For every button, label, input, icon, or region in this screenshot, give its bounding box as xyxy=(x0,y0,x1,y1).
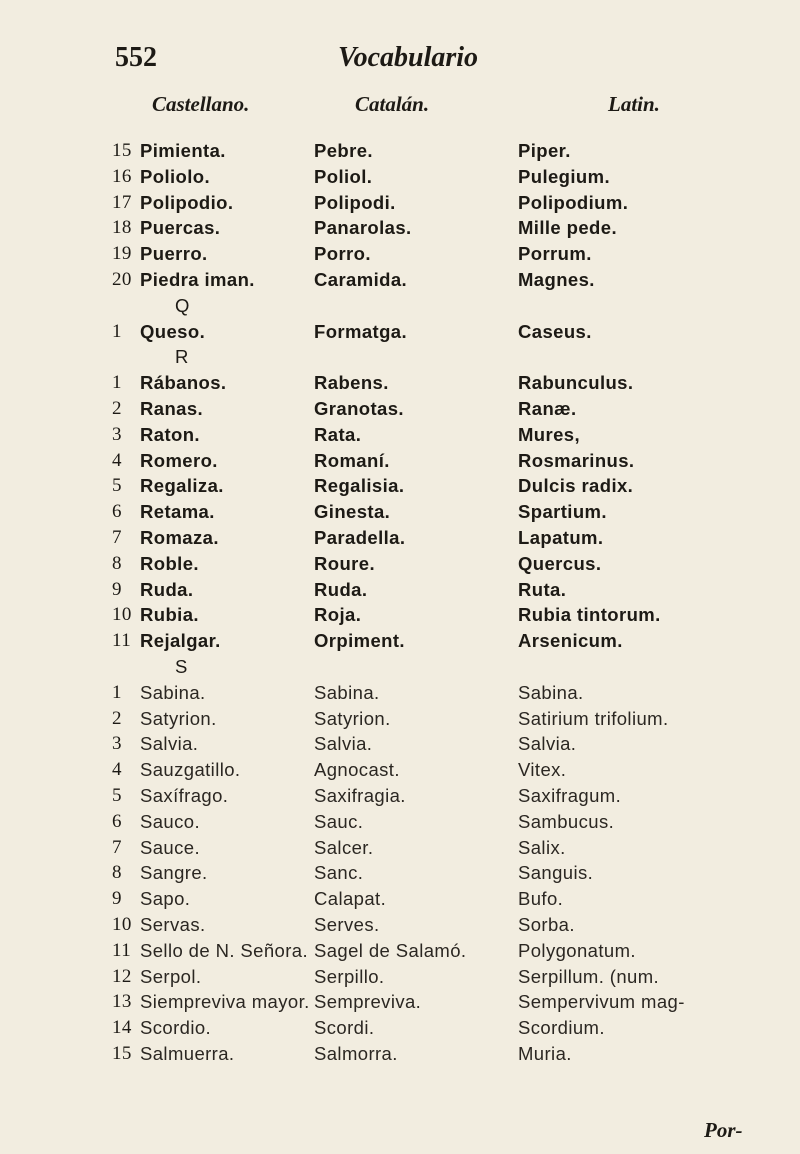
latin-term: Lapatum. xyxy=(518,526,604,548)
catalan-term: Sagel de Salamó. xyxy=(314,939,467,961)
latin-term: Polipodium. xyxy=(518,191,629,213)
castellano-term: Satyrion. xyxy=(140,707,217,729)
latin-term: Rabunculus. xyxy=(518,372,634,394)
catalan-term: Scordi. xyxy=(314,1017,375,1039)
entry-number: 4 xyxy=(112,759,122,781)
catalan-term: Sabina. xyxy=(314,681,380,703)
table-row xyxy=(0,757,800,783)
entry-number: 8 xyxy=(112,862,122,884)
latin-term: Mille pede. xyxy=(518,217,617,239)
entry-number: 3 xyxy=(112,733,122,755)
page-number: 552 xyxy=(115,42,157,73)
entry-number: 6 xyxy=(112,501,122,523)
vocabulary-table xyxy=(0,138,800,1067)
catalan-term: Salvia. xyxy=(314,733,373,755)
latin-term: Caseus. xyxy=(518,320,592,342)
table-row xyxy=(0,370,800,396)
table-row xyxy=(0,215,800,241)
section-letter xyxy=(0,293,800,319)
table-row xyxy=(0,964,800,990)
section-letter xyxy=(0,654,800,680)
castellano-term: Pimienta. xyxy=(140,140,226,161)
table-row xyxy=(0,190,800,216)
latin-term: Piper. xyxy=(518,140,571,161)
latin-term: Sambucus. xyxy=(518,810,615,832)
column-header-latin: Latin. xyxy=(608,92,660,116)
table-row xyxy=(0,938,800,964)
castellano-term: Polipodio. xyxy=(140,191,234,213)
section-letter xyxy=(0,344,800,370)
table-row xyxy=(0,577,800,603)
castellano-term: Sabina. xyxy=(140,681,206,703)
table-row xyxy=(0,731,800,757)
table-row xyxy=(0,835,800,861)
latin-term: Serpillum. (num. xyxy=(518,965,660,987)
latin-term: Satirium trifolium. xyxy=(518,707,669,729)
castellano-term: Romero. xyxy=(140,449,218,471)
catalan-term: Sauc. xyxy=(314,810,364,832)
catalan-term: Caramida. xyxy=(314,268,408,290)
castellano-term: Salmuerra. xyxy=(140,1042,235,1064)
catalan-term: Sanc. xyxy=(314,862,364,884)
latin-term: Rubia tintorum. xyxy=(518,604,661,626)
entry-number: 18 xyxy=(112,217,132,239)
catalan-term: Serpillo. xyxy=(314,965,385,987)
catalan-term: Porro. xyxy=(314,243,371,265)
table-row xyxy=(0,886,800,912)
castellano-term: Retama. xyxy=(140,501,215,523)
castellano-term: Saxífrago. xyxy=(140,784,229,806)
catalan-term: Romaní. xyxy=(314,449,390,471)
entry-number: 1 xyxy=(112,372,122,394)
catalan-term: Ruda. xyxy=(314,578,368,600)
section-letter-label: Q xyxy=(175,294,190,316)
latin-term: Pulegium. xyxy=(518,165,610,187)
castellano-term: Sauzgatillo. xyxy=(140,759,241,781)
latin-term: Sempervivum mag- xyxy=(518,991,685,1013)
table-row xyxy=(0,602,800,628)
catalan-term: Roja. xyxy=(314,604,362,626)
entry-number: 2 xyxy=(112,397,122,419)
table-row xyxy=(0,783,800,809)
table-row xyxy=(0,1041,800,1067)
table-row xyxy=(0,912,800,938)
castellano-term: Sangre. xyxy=(140,862,208,884)
table-row xyxy=(0,422,800,448)
table-row xyxy=(0,448,800,474)
entry-number: 15 xyxy=(112,140,132,161)
entry-number: 11 xyxy=(112,939,132,961)
section-letter-label: S xyxy=(175,655,188,677)
castellano-term: Sello de N. Señora. xyxy=(140,939,309,961)
catalan-term: Satyrion. xyxy=(314,707,391,729)
running-title: Vocabulario xyxy=(338,42,479,73)
table-row xyxy=(0,473,800,499)
catalan-term: Roure. xyxy=(314,552,375,574)
castellano-term: Puerro. xyxy=(140,243,208,265)
castellano-term: Romaza. xyxy=(140,526,219,548)
castellano-term: Sauce. xyxy=(140,836,200,858)
castellano-term: Servas. xyxy=(140,913,206,935)
catalan-term: Salmorra. xyxy=(314,1042,398,1064)
catalan-term: Pebre. xyxy=(314,140,373,161)
latin-term: Ruta. xyxy=(518,578,567,600)
castellano-term: Siempreviva mayor. xyxy=(140,991,310,1013)
latin-term: Bufo. xyxy=(518,888,564,910)
latin-term: Sabina. xyxy=(518,681,584,703)
latin-term: Ranæ. xyxy=(518,397,577,419)
table-row xyxy=(0,164,800,190)
castellano-term: Rábanos. xyxy=(140,372,227,394)
castellano-term: Serpol. xyxy=(140,965,202,987)
latin-term: Scordium. xyxy=(518,1017,605,1039)
section-letter-label: R xyxy=(175,346,189,368)
latin-term: Salix. xyxy=(518,836,566,858)
latin-term: Rosmarinus. xyxy=(518,449,635,471)
castellano-term: Queso. xyxy=(140,320,206,342)
entry-number: 8 xyxy=(112,552,122,574)
entry-number: 5 xyxy=(112,475,122,497)
entry-number: 2 xyxy=(112,707,122,729)
castellano-term: Scordio. xyxy=(140,1017,212,1039)
catalan-term: Rata. xyxy=(314,423,362,445)
castellano-term: Regaliza. xyxy=(140,475,224,497)
entry-number: 10 xyxy=(112,604,132,626)
castellano-term: Piedra iman. xyxy=(140,268,255,290)
entry-number: 14 xyxy=(112,1017,132,1039)
catalan-term: Orpiment. xyxy=(314,630,405,652)
table-row xyxy=(0,809,800,835)
latin-term: Quercus. xyxy=(518,552,602,574)
latin-term: Arsenicum. xyxy=(518,630,623,652)
latin-term: Polygonatum. xyxy=(518,939,636,961)
entry-number: 20 xyxy=(112,268,132,290)
entry-number: 6 xyxy=(112,810,122,832)
latin-term: Spartium. xyxy=(518,501,607,523)
catalan-term: Polipodi. xyxy=(314,191,396,213)
table-row xyxy=(0,267,800,293)
latin-term: Muria. xyxy=(518,1042,572,1064)
catalan-term: Calapat. xyxy=(314,888,387,910)
column-header-catalan: Catalán. xyxy=(355,92,430,116)
entry-number: 15 xyxy=(112,1042,132,1064)
entry-number: 7 xyxy=(112,836,122,858)
entry-number: 19 xyxy=(112,243,132,265)
catalan-term: Panarolas. xyxy=(314,217,412,239)
entry-number: 1 xyxy=(112,320,122,342)
entry-number: 17 xyxy=(112,191,132,213)
latin-term: Sanguis. xyxy=(518,862,594,884)
table-row xyxy=(0,396,800,422)
latin-term: Dulcis radix. xyxy=(518,475,634,497)
table-row xyxy=(0,138,800,164)
catalan-term: Agnocast. xyxy=(314,759,400,781)
castellano-term: Poliolo. xyxy=(140,165,211,187)
catchword: Por- xyxy=(704,1118,743,1142)
latin-term: Vitex. xyxy=(518,759,567,781)
catalan-term: Saxifragia. xyxy=(314,784,406,806)
entry-number: 1 xyxy=(112,681,122,703)
catalan-term: Sempreviva. xyxy=(314,991,422,1013)
entry-number: 9 xyxy=(112,578,122,600)
catalan-term: Ginesta. xyxy=(314,501,391,523)
entry-number: 12 xyxy=(112,965,132,987)
table-row xyxy=(0,319,800,345)
catalan-term: Poliol. xyxy=(314,165,373,187)
catalan-term: Formatga. xyxy=(314,320,408,342)
latin-term: Saxifragum. xyxy=(518,784,622,806)
entry-number: 4 xyxy=(112,449,122,471)
latin-term: Porrum. xyxy=(518,243,592,265)
entry-number: 9 xyxy=(112,888,122,910)
catalan-term: Serves. xyxy=(314,913,380,935)
entry-number: 5 xyxy=(112,784,122,806)
castellano-term: Sauco. xyxy=(140,810,200,832)
catalan-term: Regalisia. xyxy=(314,475,405,497)
castellano-term: Raton. xyxy=(140,423,200,445)
entry-number: 16 xyxy=(112,165,132,187)
table-row xyxy=(0,680,800,706)
table-row xyxy=(0,989,800,1015)
entry-number: 13 xyxy=(112,991,132,1013)
castellano-term: Ranas. xyxy=(140,397,204,419)
castellano-term: Rubia. xyxy=(140,604,199,626)
castellano-term: Salvia. xyxy=(140,733,199,755)
page-header xyxy=(0,42,800,82)
latin-term: Magnes. xyxy=(518,268,595,290)
castellano-term: Roble. xyxy=(140,552,199,574)
latin-term: Sorba. xyxy=(518,913,575,935)
table-row xyxy=(0,551,800,577)
catalan-term: Salcer. xyxy=(314,836,374,858)
table-row xyxy=(0,525,800,551)
table-row xyxy=(0,241,800,267)
catalan-term: Granotas. xyxy=(314,397,404,419)
entry-number: 3 xyxy=(112,423,122,445)
table-row xyxy=(0,499,800,525)
castellano-term: Puercas. xyxy=(140,217,221,239)
latin-term: Mures, xyxy=(518,423,581,445)
entry-number: 11 xyxy=(112,630,132,652)
table-row xyxy=(0,1015,800,1041)
castellano-term: Rejalgar. xyxy=(140,630,221,652)
table-row xyxy=(0,706,800,732)
column-header-castellano: Castellano. xyxy=(152,92,250,116)
catalan-term: Paradella. xyxy=(314,526,406,548)
entry-number: 10 xyxy=(112,913,132,935)
catalan-term: Rabens. xyxy=(314,372,389,394)
latin-term: Salvia. xyxy=(518,733,577,755)
castellano-term: Sapo. xyxy=(140,888,191,910)
table-row xyxy=(0,628,800,654)
entry-number: 7 xyxy=(112,526,122,548)
castellano-term: Ruda. xyxy=(140,578,194,600)
table-row xyxy=(0,860,800,886)
